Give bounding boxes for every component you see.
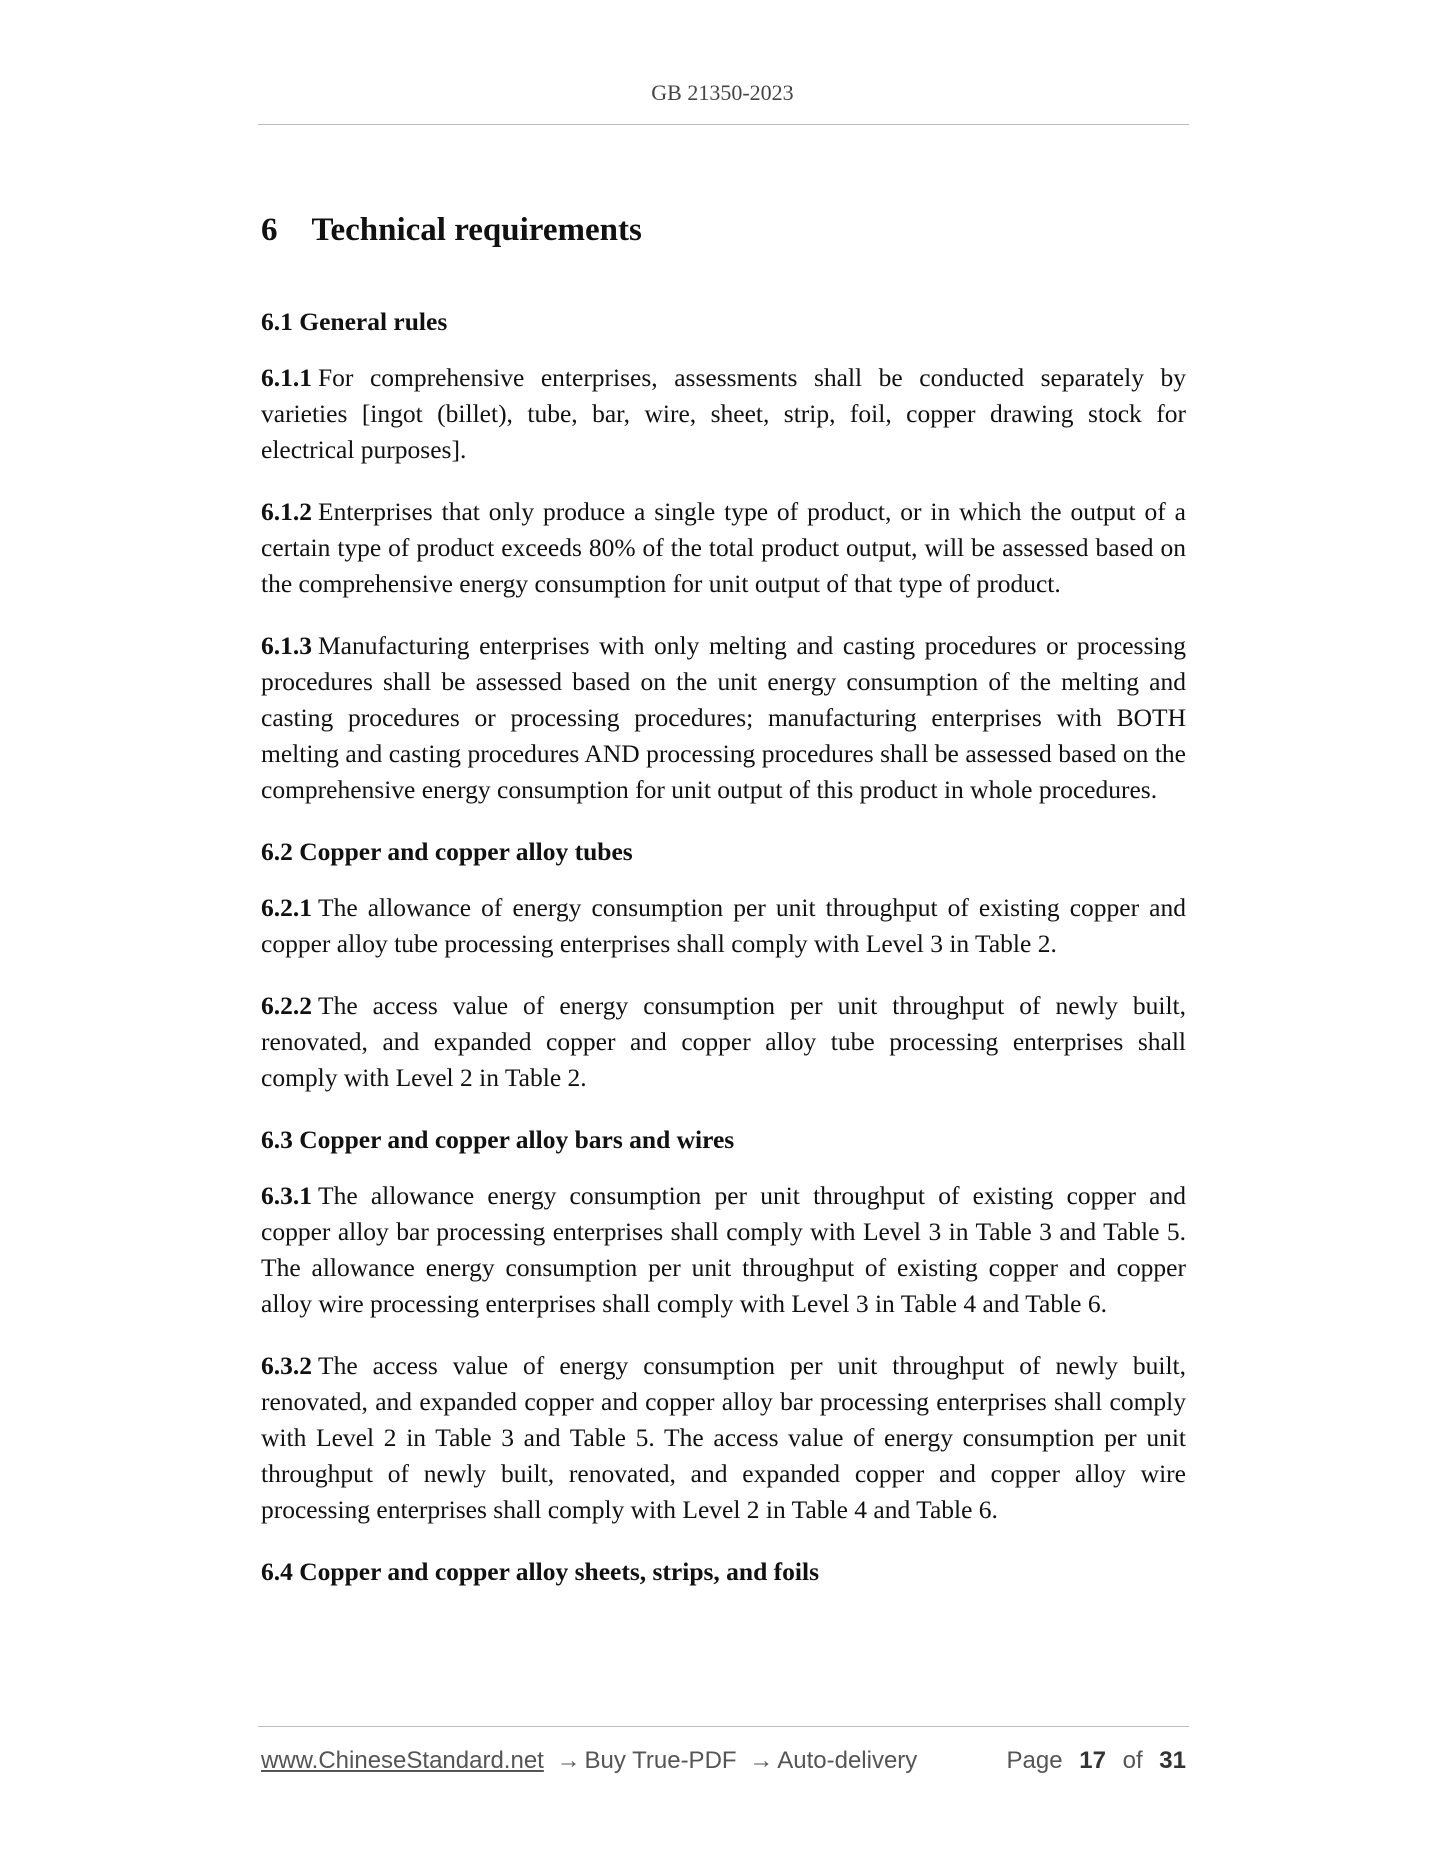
- subsection-heading: 6.4 Copper and copper alloy sheets, strips, and foils: [261, 1557, 819, 1586]
- clause-text: For comprehensive enterprises, assessments shall be conducted separately by varieties [ingot (billet), tube, bar, wire, sheet, strip, foil, copper drawing stock for electrical purposes].: [261, 363, 1186, 464]
- clause-text: The access value of energy consumption per unit throughput of newly built, renovated, and expanded copper and copper alloy tube processing enterprises shall comply with Level 2 in Table 2.: [261, 991, 1186, 1092]
- clause-text: The allowance of energy consumption per unit throughput of existing copper and copper alloy tube processing enterprises shall comply with Level 3 in Table 2.: [261, 893, 1186, 958]
- clause-number: 6.3.1: [261, 1181, 312, 1210]
- clause-text: Enterprises that only produce a single type of product, or in which the output of a certain type of product exceeds 80% of the total product output, will be assessed based on the comprehensive energy consumption for unit output of that type of product.: [261, 497, 1186, 598]
- clause-paragraph: [261, 628, 1186, 808]
- page-footer: [261, 1747, 1186, 1779]
- buy-pdf-text: Buy True-PDF: [584, 1747, 737, 1774]
- clause-text: The allowance energy consumption per unit throughput of existing copper and copper alloy bar processing enterprises shall comply with Level 3 in Table 3 and Table 5. The allowance energy consumption per unit throughput of existing copper and copper alloy wire processing enterprises shall comply with Level 3 in Table 4 and Table 6.: [261, 1181, 1186, 1318]
- clause-number: 6.3.2: [261, 1351, 312, 1380]
- clause-paragraph: [261, 360, 1186, 468]
- of-label: of: [1122, 1747, 1143, 1774]
- clause-number: 6.1.3: [261, 631, 312, 660]
- section-number: 6: [261, 212, 278, 248]
- clause-paragraph: [261, 1178, 1186, 1322]
- page-body: [261, 206, 1186, 1610]
- section-title: [261, 206, 1186, 254]
- subsection-heading: 6.3 Copper and copper alloy bars and wires: [261, 1125, 735, 1154]
- clause-paragraph: [261, 494, 1186, 602]
- clause-number: 6.1.2: [261, 497, 312, 526]
- clause-number: 6.2.2: [261, 991, 312, 1020]
- total-page-number: 31: [1159, 1747, 1186, 1774]
- clause-text: Manufacturing enterprises with only melting and casting procedures or processing procedures shall be assessed based on the unit energy consumption of the melting and casting procedures or processing procedures; manufacturing enterprises with BOTH melting and casting procedures AND processing procedures shall be assessed based on the comprehensive energy consumption for unit output of this product in whole procedures.: [261, 631, 1186, 804]
- footer-divider: [258, 1726, 1189, 1727]
- auto-delivery-text: Auto-delivery: [777, 1747, 918, 1774]
- current-page-number: 17: [1079, 1747, 1106, 1774]
- section-title-text: Technical requirements: [311, 212, 642, 248]
- clause-paragraph: [261, 988, 1186, 1096]
- clause-number: 6.2.1: [261, 893, 312, 922]
- arrow-right-icon: →: [556, 1747, 581, 1774]
- header-divider: [258, 124, 1189, 125]
- clause-number: 6.1.1: [261, 363, 312, 392]
- clause-paragraph: [261, 1348, 1186, 1528]
- footer-links: [261, 1747, 917, 1775]
- site-link[interactable]: www.ChineseStandard.net: [261, 1747, 544, 1774]
- subsection-heading: 6.2 Copper and copper alloy tubes: [261, 837, 633, 866]
- clause-text: The access value of energy consumption per unit throughput of newly built, renovated, and expanded copper and copper alloy bar processing enterprises shall comply with Level 2 in Table 3 and Table 5. The access value of energy consumption per unit throughput of newly built, renovated, and expanded copper and copper alloy wire processing enterprises shall comply with Level 2 in Table 4 and Table 6.: [261, 1351, 1186, 1524]
- document-code-header: GB 21350-2023: [651, 80, 794, 105]
- clause-paragraph: [261, 890, 1186, 962]
- page-counter: [1007, 1747, 1187, 1775]
- arrow-right-icon: →: [749, 1747, 774, 1774]
- page-label: Page: [1006, 1747, 1063, 1774]
- subsection-heading: 6.1 General rules: [261, 307, 448, 336]
